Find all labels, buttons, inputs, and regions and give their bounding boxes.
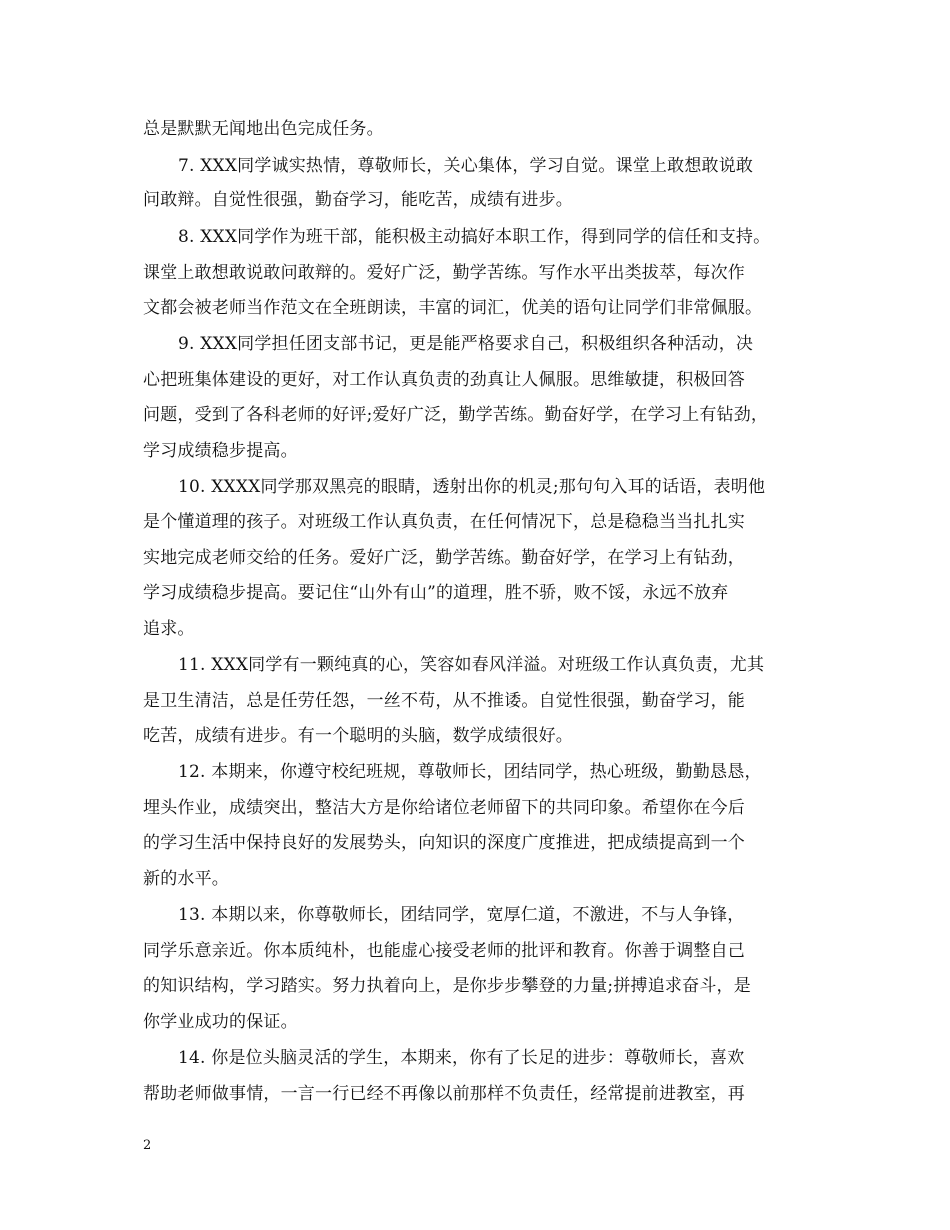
- text-line: 心把班集体建设的更好，对工作认真负责的劲真让人佩服。思维敏捷，积极回答: [143, 370, 745, 390]
- text-line: 10. XXXX同学那双黑亮的眼睛，透射出你的机灵;那句句入耳的话语，表明他: [178, 477, 766, 497]
- text-line: 问敢辩。自觉性很强，勤奋学习，能吃苦，成绩有进步。: [143, 190, 573, 210]
- text-line: 的学习生活中保持良好的发展势头，向知识的深度广度推进，把成绩提高到一个: [143, 833, 745, 853]
- text-line: 吃苦，成绩有进步。有一个聪明的头脑，数学成绩很好。: [143, 726, 573, 746]
- text-line: 8. XXX同学作为班干部，能积极主动搞好本职工作，得到同学的信任和支持。: [178, 227, 771, 247]
- text-line: 帮助老师做事情，一言一行已经不再像以前那样不负责任，经常提前进教室，再: [143, 1084, 745, 1104]
- text-line: 7. XXX同学诚实热情，尊敬师长，关心集体，学习自觉。课堂上敢想敢说敢: [178, 156, 754, 176]
- text-line: 9. XXX同学担任团支部书记，更是能严格要求自己，积极组织各种活动，决: [178, 334, 754, 354]
- text-line: 实地完成老师交给的任务。爱好广泛，勤学苦练。勤奋好学，在学习上有钻劲，: [143, 548, 745, 568]
- page-number: 2: [143, 1138, 152, 1153]
- text-line: 是个懂道理的孩子。对班级工作认真负责，在任何情况下，总是稳稳当当扎扎实: [143, 512, 745, 532]
- text-line: 文都会被老师当作范文在全班朗读，丰富的词汇，优美的语句让同学们非常佩服。: [143, 298, 763, 318]
- text-line: 问题，受到了各科老师的好评;爱好广泛，勤学苦练。勤奋好学，在学习上有钻劲，: [143, 405, 769, 425]
- text-line: 的知识结构，学习踏实。努力执着向上，是你步步攀登的力量;拼搏追求奋斗，是: [143, 976, 751, 996]
- text-line: 是卫生清洁，总是任劳任怨，一丝不苟，从不推诿。自觉性很强，勤奋学习，能: [143, 691, 745, 711]
- text-line: 追求。: [143, 619, 195, 639]
- text-line: 新的水平。: [143, 869, 229, 889]
- text-line: 14. 你是位头脑灵活的学生，本期来，你有了长足的进步：尊敬师长，喜欢: [178, 1048, 745, 1068]
- text-line: 同学乐意亲近。你本质纯朴，也能虚心接受老师的批评和教育。你善于调整自己: [143, 941, 745, 961]
- text-line: 12. 本期来，你遵守校纪班规，尊敬师长，团结同学，热心班级，勤勤恳恳，: [178, 762, 762, 782]
- text-line: 学习成绩稳步提高。: [143, 441, 298, 461]
- text-line: 总是默默无闻地出色完成任务。: [143, 119, 384, 139]
- text-line: 11. XXX同学有一颗纯真的心，笑容如春风洋溢。对班级工作认真负责，尤其: [178, 655, 765, 675]
- text-line: 你学业成功的保证。: [143, 1012, 298, 1032]
- text-line: 13. 本期以来，你尊敬师长，团结同学，宽厚仁道，不激进，不与人争锋，: [178, 905, 745, 925]
- text-line: 埋头作业，成绩突出，整洁大方是你给诸位老师留下的共同印象。希望你在今后: [143, 798, 745, 818]
- text-line: 学习成绩稳步提高。要记住“山外有山”的道理，胜不骄，败不馁，永远不放弃: [143, 583, 729, 603]
- text-line: 课堂上敢想敢说敢问敢辩的。爱好广泛，勤学苦练。写作水平出类拔萃，每次作: [143, 263, 745, 283]
